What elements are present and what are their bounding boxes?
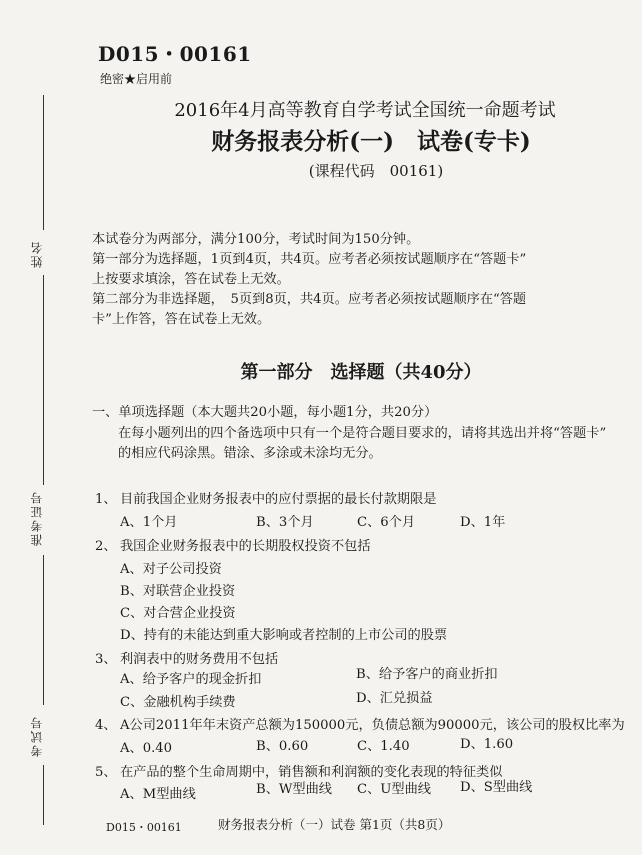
question-stem: 利润表中的财务费用不包括 <box>120 652 279 667</box>
question-stem: 我国企业财务报表中的长期股权投资不包括 <box>120 539 371 554</box>
margin-line <box>43 95 44 230</box>
section-note: 在每小题列出的四个备选项中只有一个是符合题目要求的，请将其选出并将“答题卡” <box>118 426 607 441</box>
option-a: A、M型曲线 <box>120 787 196 802</box>
margin-line <box>43 555 44 705</box>
question-number: 4、 <box>95 718 117 733</box>
option-a: A、0.40 <box>120 741 173 756</box>
question-number: 2、 <box>95 539 117 554</box>
instruction-line: 第一部分为选择题，1页到4页，共4页。应考者必须按试题顺序在“答题卡” <box>92 252 527 267</box>
option-d: D、持有的未能达到重大影响或者控制的上市公司的股票 <box>120 628 448 643</box>
footer-code: D015・00161 <box>106 821 182 834</box>
question-number: 3、 <box>95 652 117 667</box>
option-d: D、S型曲线 <box>460 780 533 795</box>
instruction-line: 第二部分为非选择题， 5页到8页，共4页。应考者必须按试题顺序在“答题 <box>92 292 527 307</box>
option-d: D、汇兑损益 <box>356 691 433 706</box>
option-b: B、0.60 <box>256 739 309 754</box>
exam-title: 2016年4月高等教育自学考试全国统一命题考试 <box>174 100 556 121</box>
instruction-line: 上按要求填涂，答在试卷上无效。 <box>92 272 290 287</box>
subject-title: 财务报表分析(一) 试卷(专卡) <box>211 128 531 155</box>
question-stem: 目前我国企业财务报表中的应付票据的最长付款期限是 <box>120 492 437 507</box>
option-c: C、对合营企业投资 <box>120 606 236 621</box>
part-title: 第一部分 选择题（共40分） <box>240 362 482 383</box>
option-c: C、1.40 <box>357 739 410 754</box>
question-stem: A公司2011年年末资产总额为150000元，负债总额为90000元，该公司的股权比率为 <box>120 718 625 733</box>
margin-line <box>43 765 44 825</box>
option-d: D、1.60 <box>460 737 514 752</box>
option-a: A、给予客户的现金折扣 <box>120 672 262 687</box>
secrecy-label: 绝密★启用前 <box>100 72 173 86</box>
footer-page-info: 财务报表分析（一）试卷 第1页（共8页） <box>218 817 451 832</box>
option-b: B、对联营企业投资 <box>120 584 236 599</box>
admission-label: 准考证号 <box>30 490 44 546</box>
paper-code: D015・00161 <box>98 42 252 66</box>
seat-label: 考试号 <box>30 715 44 757</box>
instructions-block <box>92 230 526 330</box>
option-a: A、1个月 <box>120 515 178 530</box>
instruction-line: 本试卷分为两部分，满分100分，考试时间为150分钟。 <box>92 232 420 247</box>
question-number: 1、 <box>95 492 117 507</box>
instruction-line: 卡”上作答，答在试卷上无效。 <box>92 312 271 327</box>
question-number: 5、 <box>95 765 117 780</box>
option-b: B、给予客户的商业折扣 <box>356 667 498 682</box>
option-c: C、6个月 <box>357 515 416 530</box>
option-d: D、1年 <box>460 515 506 530</box>
section-note: 的相应代码涂黑。错涂、多涂或未涂均无分。 <box>118 446 382 461</box>
option-c: C、U型曲线 <box>357 782 431 797</box>
name-label: 姓名 <box>30 240 44 268</box>
course-code: (课程代码 00161) <box>308 162 444 180</box>
section-heading: 一、单项选择题（本大题共20小题，每小题1分，共20分） <box>92 405 438 420</box>
option-a: A、对子公司投资 <box>120 562 222 577</box>
option-c: C、金融机构手续费 <box>120 695 236 710</box>
option-b: B、3个月 <box>256 515 314 530</box>
option-b: B、W型曲线 <box>256 782 332 797</box>
question-stem: 在产品的整个生命周期中，销售额和利润额的变化表现的特征类似 <box>120 765 503 780</box>
